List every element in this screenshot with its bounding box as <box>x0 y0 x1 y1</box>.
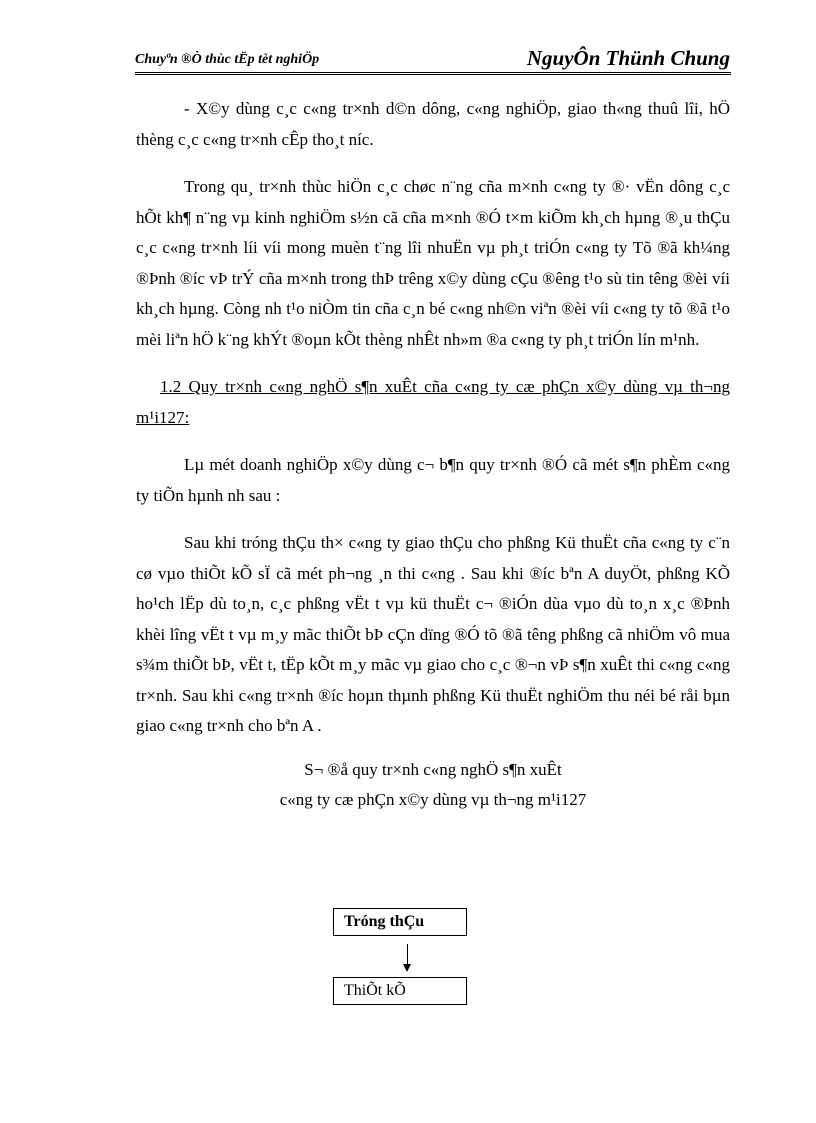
header-divider <box>135 72 731 75</box>
flow-arrow-down-icon <box>403 964 411 972</box>
section-heading-process: 1.2 Quy tr×nh c«ng nghÖ s¶n xuÊt cña c«ng ty cæ phÇn x©y dùng vµ th¬ng m¹i127: <box>136 377 730 427</box>
paragraph-process-detail: Sau khi tróng thÇu th× c«ng ty giao thÇu cho phßng Kü thuËt cña c«ng ty c¨n cø vµo thiÕt kÕ sÏ cã mét ph¬ng ¸n thi c«ng . Sau khi ®íc bªn A duyÖt, phßng KÕ ho¹ch lËp dù to¸n, c¸c phßng vËt t vµ kü thuËt c¬ ®iÓn dùa vµo dù to¸n x¸c ®Þnh khèi lîng vËt t vµ m¸y mãc thiÕt bÞ cÇn dïng ®Ó tõ ®ã têng phßng cã nhiÖm vô mua s¾m thiÕt bÞ, vËt t, tËp kÕt m¸y mãc vµ giao cho c¸c ®¬n vÞ s¶n xuÊt thi c«ng c«ng tr×nh. Sau khi c«ng tr×nh ®íc hoµn thµnh phßng Kü thuËt nghiÖm thu néi bé råi bµn giao c«ng tr×nh cho bªn A . <box>136 533 730 735</box>
paragraph-company-operations: Trong qu¸ tr×nh thùc hiÖn c¸c chøc n¨ng cña m×nh c«ng ty ®· vËn dông c¸c hÕt kh¶ n¨ng vµ kinh nghiÖm s½n cã cña m×nh ®Ó t×m kiÕm kh¸ch hµng ®¸u thÇu c¸c c«ng tr×nh líi víi mong muèn t¨ng lîi nhuËn vµ ph¸t triÓn c«ng ty Tõ ®ã kh¼ng ®Þnh ®íc vÞ trÝ cña m×nh trong thÞ trêng x©y dùng cÇu ®êng t¹o sù tin têng ®èi víi kh¸ch hµng. Còng nh t¹o niÒm tin cña c¸n bé c«ng nh©n viªn ®èi víi c«ng ty tõ ®ã t¹o mèi liªn hÖ k¨ng khÝt ®oµn kÕt thèng nhÊt nh»m ®a c«ng ty ph¸t triÓn lín m¹nh. <box>136 177 730 349</box>
flow-step-design: ThiÕt kÕ <box>333 977 467 1005</box>
header-author-name: NguyÔn Thünh Chung <box>526 46 730 70</box>
paragraph-process-intro: Lµ mét doanh nghiÖp x©y dùng c¬ b¶n quy tr×nh ®Ó cã mét s¶n phÈm c«ng ty tiÕn hµnh nh sau : <box>136 455 730 505</box>
diagram-title-line2: c«ng ty cæ phÇn x©y dùng vµ th¬ng m¹i127 <box>279 790 587 809</box>
document-body <box>136 94 730 816</box>
diagram-title-line1: S¬ ®å quy tr×nh c«ng nghÖ s¶n xuÊt <box>304 759 562 779</box>
header-document-title: Chuyªn ®Ò thùc tËp tèt nghiÖp <box>135 52 320 67</box>
flow-arrow-shaft <box>407 944 408 966</box>
paragraph-construction-scope: - X©y dùng c¸c c«ng tr×nh d©n dông, c«ng nghiÖp, giao th«ng thuû lîi, hÖ thèng c¸c c«ng tr×nh cÊp tho¸t níc. <box>136 99 730 149</box>
flow-step-winning-bid: Tróng thÇu <box>333 908 467 936</box>
